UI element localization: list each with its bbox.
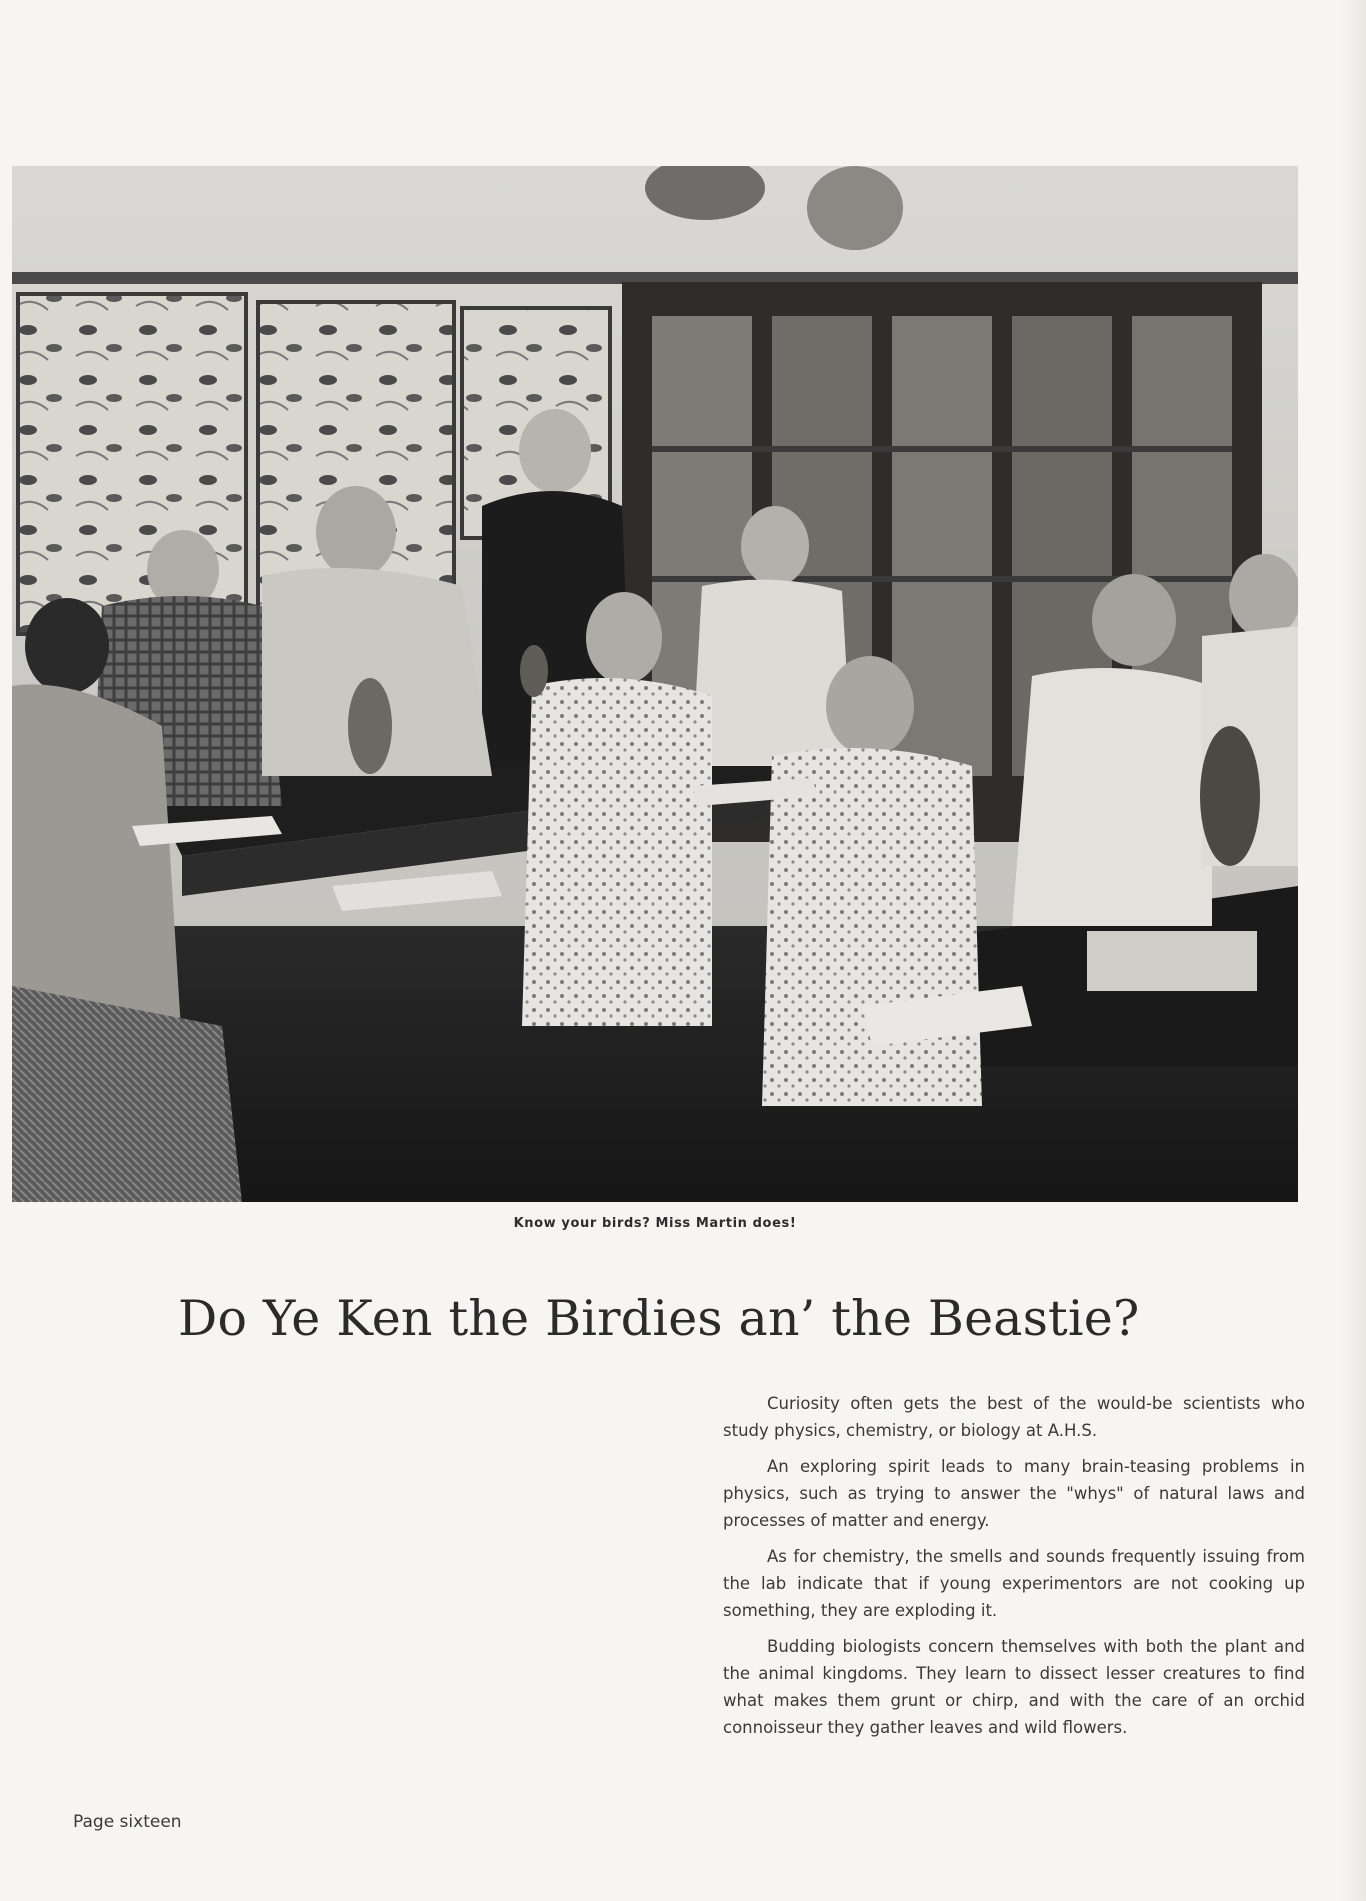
paragraph: An exploring spirit leads to many brain-teasing problems in physics, such as trying to answer the "whys" of natural laws and processes of matter and energy. bbox=[723, 1457, 1305, 1530]
page-number: Page sixteen bbox=[73, 1812, 182, 1832]
article-headline: Do Ye Ken the Birdies an’ the Beastie? bbox=[178, 1290, 1140, 1347]
photo-caption: Know your birds? Miss Martin does! bbox=[513, 1216, 797, 1231]
classroom-photo bbox=[12, 166, 1298, 1202]
paragraph: Curiosity often gets the best of the would-be scientists who study physics, chemistry, or biology at A.H.S. bbox=[723, 1394, 1305, 1440]
article-body bbox=[723, 1390, 1305, 1750]
paragraph: Budding biologists concern themselves with both the plant and the animal kingdoms. They learn to dissect lesser creatures to find what makes them grunt or chirp, and with the care of an orchid connoisseur they gather leaves and wild flowers. bbox=[723, 1637, 1305, 1737]
page-edge bbox=[1342, 0, 1366, 1901]
paragraph: As for chemistry, the smells and sounds frequently issuing from the lab indicate that if young experimentors are not cooking up something, they are exploding it. bbox=[723, 1547, 1305, 1620]
